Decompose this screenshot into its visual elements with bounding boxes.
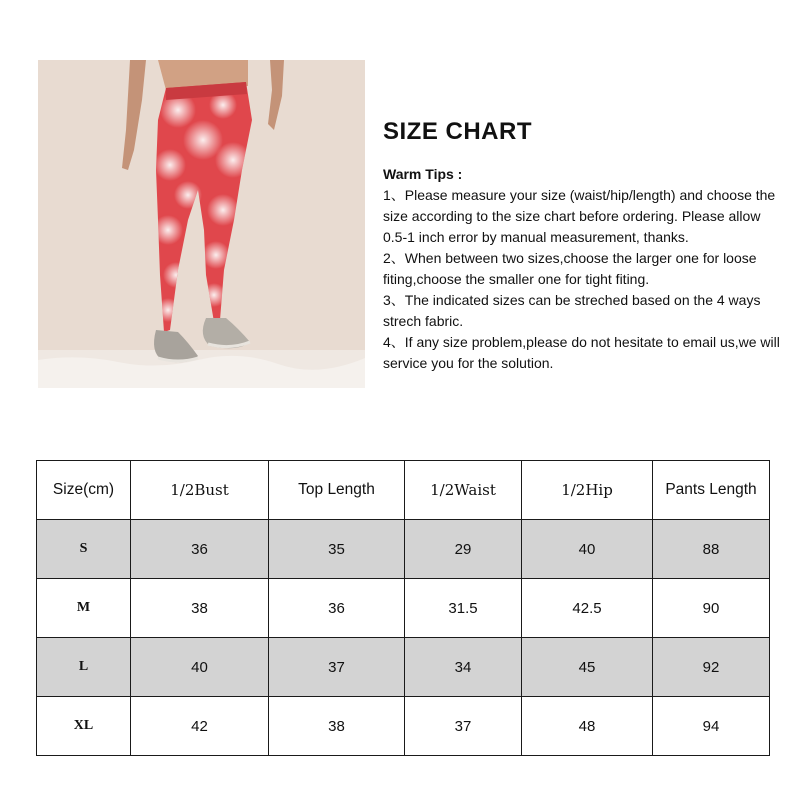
table-cell: 92	[653, 638, 770, 697]
tip-item-2: 2、When between two sizes,choose the larger one for loose fiting,choose the smaller one for tight fiting.	[383, 250, 757, 287]
product-photo	[38, 60, 365, 388]
table-cell: 37	[269, 638, 405, 697]
header-half-bust: 1/2Bust	[131, 461, 269, 520]
leggings-illustration	[38, 60, 365, 388]
table-cell: 29	[405, 520, 522, 579]
size-label: XL	[37, 697, 131, 756]
header-half-waist: 1/2Waist	[405, 461, 522, 520]
table-cell: 36	[131, 520, 269, 579]
tips-heading: Warm Tips :	[383, 166, 463, 182]
table-cell: 90	[653, 579, 770, 638]
tip-item-3: 3、The indicated sizes can be streched based on the 4 ways strech fabric.	[383, 292, 761, 329]
table-cell: 48	[522, 697, 653, 756]
table-cell: 35	[269, 520, 405, 579]
table-cell: 40	[522, 520, 653, 579]
tip-item-4: 4、If any size problem,please do not hesitate to email us,we will service you for the solution.	[383, 334, 780, 371]
table-cell: 94	[653, 697, 770, 756]
tip-item-1: 1、Please measure your size (waist/hip/length) and choose the size according to the size chart before ordering. Please allow 0.5-1 inch error by manual measurement, thanks.	[383, 187, 776, 245]
size-chart-table	[36, 460, 770, 756]
table-cell: 31.5	[405, 579, 522, 638]
header-size: Size(cm)	[37, 461, 131, 520]
table-cell: 42.5	[522, 579, 653, 638]
table-cell: 37	[405, 697, 522, 756]
header-top-length: Top Length	[269, 461, 405, 520]
warm-tips	[383, 164, 783, 374]
table-cell: 40	[131, 638, 269, 697]
table-row	[37, 520, 770, 579]
header-pants-length: Pants Length	[653, 461, 770, 520]
table-row	[37, 638, 770, 697]
table-row	[37, 697, 770, 756]
table-cell: 38	[131, 579, 269, 638]
size-label: S	[37, 520, 131, 579]
table-cell: 34	[405, 638, 522, 697]
table-row	[37, 579, 770, 638]
table-cell: 45	[522, 638, 653, 697]
table-header-row	[37, 461, 770, 520]
header-half-hip: 1/2Hip	[522, 461, 653, 520]
page-title: SIZE CHART	[383, 118, 532, 145]
size-label: M	[37, 579, 131, 638]
table-cell: 38	[269, 697, 405, 756]
size-label: L	[37, 638, 131, 697]
table-cell: 42	[131, 697, 269, 756]
table-cell: 88	[653, 520, 770, 579]
table-cell: 36	[269, 579, 405, 638]
